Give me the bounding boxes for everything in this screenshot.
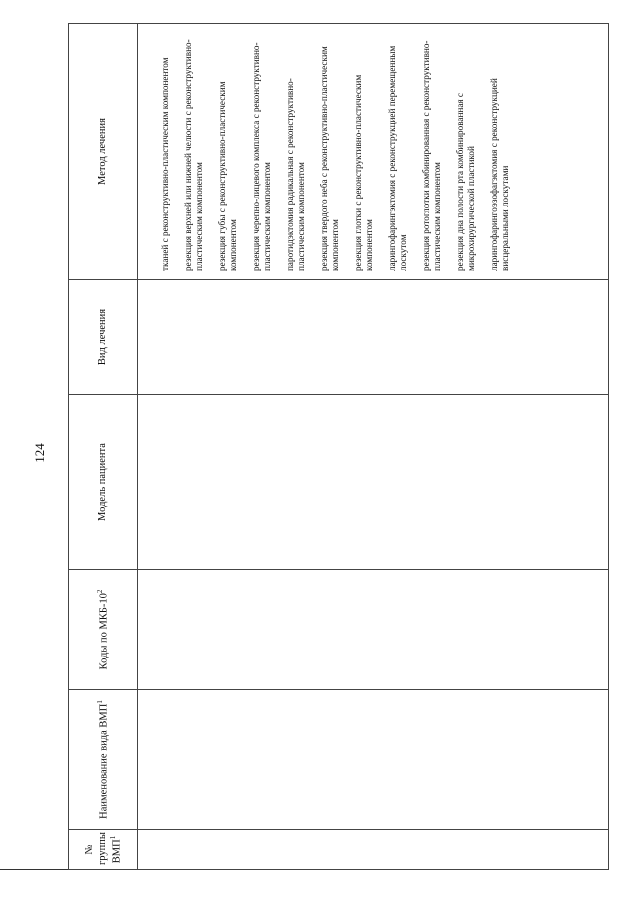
list-item: резекция твердого неба с реконструктивно-пластическим компонентом (318, 46, 340, 271)
cell-treatment-methods (138, 24, 609, 280)
header-vmp-name: Наименование вида ВМП$^1$ (69, 690, 138, 830)
header-patient-model: Модель пациента (69, 395, 138, 570)
treatment-method-list (138, 24, 527, 279)
vmp-table (68, 23, 609, 870)
list-item: резекция глотки с реконструктивно-пластическим компонентом (352, 74, 374, 271)
cell-icd-codes (138, 570, 609, 690)
table-row (138, 24, 609, 870)
cell-patient-model (138, 395, 609, 570)
list-item: резекция верхней или нижней челюсти с реконструктивно-пластическим компонентом (182, 39, 204, 271)
list-item: ларингофарингэктомия с реконструкцией перемещенным лоскутом (386, 45, 408, 271)
list-item: резекция губы с реконструктивно-пластическим компонентом (216, 81, 238, 271)
list-item: паротидэктомия радикальная с реконструктивно-пластическим компонентом (284, 78, 306, 271)
cell-group-number (138, 830, 609, 870)
list-item: ларингофарингоэзофагэктомия с реконструкцией висцеральными лоскутами (488, 78, 510, 271)
list-item: резекция черепно-лицевого комплекса с реконструктивно-пластическим компонентом (250, 42, 272, 271)
header-treatment-method: Метод лечения (69, 24, 138, 280)
cell-treatment-type (138, 280, 609, 395)
cell-vmp-name (138, 690, 609, 830)
header-treatment-type: Вид лечения (69, 280, 138, 395)
page-number: 124 (32, 443, 47, 463)
list-item: тканей с реконструктивно-пластическим компонентом (160, 57, 170, 271)
table-header-row (69, 24, 138, 870)
list-item: резекция дна полости рта комбинированная с микрохирургической пластикой (454, 92, 476, 271)
header-icd-codes: Коды по МКБ-$10^2$ (69, 570, 138, 690)
rotated-page-content (68, 24, 612, 870)
header-group-number: № группы ВМП$^1$ (69, 830, 138, 870)
list-item: резекция ротоглотки комбинированная с реконструктивно-пластическим компонентом (420, 40, 442, 271)
